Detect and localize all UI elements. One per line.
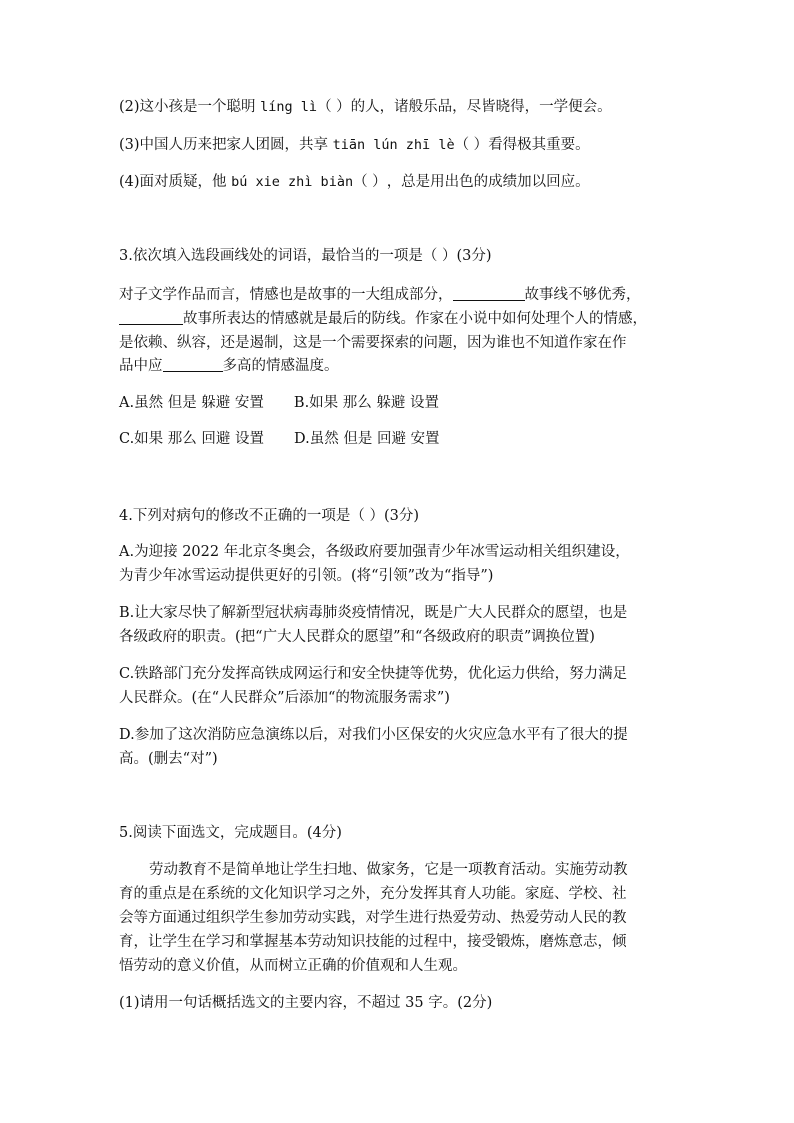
q3-passage-line-3: 是依赖、纵容，还是遏制，这是一个需要探索的问题，因为谁也不知道作家在作 <box>119 335 627 351</box>
q5-passage-line-2: 育的重点是在系统的文化知识学习之外，充分发挥其育人功能。家庭、学校、社 <box>119 886 627 902</box>
q3-passage-text: 品中应 <box>119 358 163 374</box>
q4-title: 4.下列对病句的修改不正确的一项是（ ）(3分) <box>119 508 419 524</box>
q2-item-3-post: 看得极其重要。 <box>488 137 590 153</box>
q4-option-a-line-2[interactable]: 为青少年冰雪运动提供更好的引领。(将“引领”改为“指导”) <box>119 568 494 584</box>
q3-passage-line-2 <box>119 309 647 329</box>
q2-item-3-pinyin: tiān lún zhī lè <box>332 137 455 153</box>
q3-blank-3[interactable] <box>163 357 223 372</box>
q3-blank-2[interactable] <box>119 310 183 325</box>
q4-option-d-line-1[interactable]: D.参加了这次消防应急演练以后，对我们小区保安的火灾应急水平有了很大的提 <box>119 727 628 743</box>
q3-passage-text: 故事所表达的情感就是最后的防线。作家在小说中如何处理个人的情感， <box>183 311 647 327</box>
q4-option-b-line-1[interactable]: B.让大家尽快了解新型冠状病毒肺炎疫情情况，既是广大人民群众的愿望，也是 <box>119 605 628 621</box>
q3-passage-line-1 <box>119 285 641 305</box>
q5-title: 5.阅读下面选文，完成题目。(4分) <box>119 825 342 841</box>
q3-passage-text: 多高的情感温度。 <box>222 358 339 374</box>
q3-title: 3.依次填入选段画线处的词语，最恰当的一项是（ ）(3分) <box>119 248 492 264</box>
q3-option-c[interactable]: C.如果 那么 回避 设置 <box>119 431 265 447</box>
q4-option-c-line-1[interactable]: C.铁路部门充分发挥高铁成网运行和安全快捷等优势，优化运力供给，努力满足 <box>119 666 628 682</box>
q5-passage-line-4: 育，让学生在学习和掌握基本劳动知识技能的过程中，接受锻炼，磨炼意志，倾 <box>119 934 627 950</box>
q3-passage-line-4 <box>119 356 339 376</box>
q5-passage-line-3: 会等方面通过组织学生参加劳动实践，对学生进行热爱劳动、热爱劳动人民的教 <box>119 910 627 926</box>
q2-item-4-pinyin: bú xie zhì biàn <box>231 174 354 190</box>
q4-option-c-line-2[interactable]: 人民群众。(在“人民群众”后添加“的物流服务需求”) <box>119 690 450 706</box>
q4-option-d-line-2[interactable]: 高。(删去“对”) <box>119 751 218 767</box>
q5-subquestion-1: (1)请用一句话概括选文的主要内容，不超过 35 字。(2分) <box>119 995 493 1011</box>
q3-option-a[interactable]: A.虽然 但是 躲避 安置 <box>119 395 264 411</box>
q3-blank-1[interactable] <box>453 286 525 301</box>
q4-option-a-line-1[interactable]: A.为迎接 2022 年北京冬奥会，各级政府要加强青少年冰雪运动相关组织建设， <box>119 544 630 560</box>
q3-option-b[interactable]: B.如果 那么 躲避 设置 <box>293 395 440 411</box>
q3-options-row-1 <box>119 393 439 413</box>
q2-item-4-pre: (4)面对质疑，他 <box>119 174 232 190</box>
q3-passage-text: 故事线不够优秀， <box>524 287 641 303</box>
q2-item-3-answer-paren[interactable]: （ ） <box>454 137 489 153</box>
q2-item-2-pre: (2)这小孩是一个聪明 <box>119 99 261 115</box>
q2-item-2-answer-paren[interactable]: （ ） <box>317 99 351 115</box>
q2-item-4 <box>119 172 590 192</box>
q2-item-4-post: ，总是用出色的成绩加以回应。 <box>386 174 590 190</box>
q2-item-3 <box>119 135 590 155</box>
q5-passage-line-5: 悟劳动的意义价值，从而树立正确的价值观和人生观。 <box>119 958 467 974</box>
q2-item-2-pinyin: líng lì <box>260 99 318 115</box>
q2-item-4-answer-paren[interactable]: （ ） <box>353 174 387 190</box>
q3-passage-text: 对子文学作品而言，情感也是故事的一大组成部分， <box>119 287 453 303</box>
q2-item-3-pre: (3)中国人历来把家人团圆，共享 <box>119 137 333 153</box>
q3-option-d[interactable]: D.虽然 但是 回避 安置 <box>294 431 440 447</box>
q3-options-row-2 <box>119 429 440 449</box>
q2-item-2-post: 的人，诸般乐品，尽皆晓得，一学便会。 <box>350 99 612 115</box>
q5-passage-line-1: 劳动教育不是简单地让学生扫地、做家务，它是一项教育活动。实施劳动教 <box>149 862 628 878</box>
q4-option-b-line-2[interactable]: 各级政府的职责。(把“广大人民群众的愿望”和“各级政府的职责”调换位置) <box>119 629 595 645</box>
q2-item-2 <box>119 97 612 117</box>
